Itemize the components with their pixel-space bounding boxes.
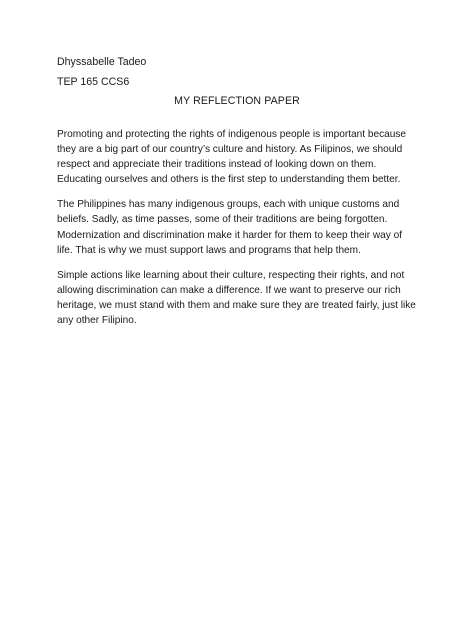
document-body [57,127,419,338]
course-code: TEP 165 CCS6 [57,76,130,88]
document-title: MY REFLECTION PAPER [174,95,300,107]
paragraph-3: Simple actions like learning about their culture, respecting their rights, and not allowing discrimination can make a difference. If we want to preserve our rich heritage, we must stand with them and make sure they are treated fairly, just like any other Filipino. [57,269,416,327]
paragraph-2: The Philippines has many indigenous groups, each with unique customs and beliefs. Sadly, as time passes, some of their traditions are being forgotten. Modernization and discrimination make it harder for them to keep their way of life. That is why we must support laws and programs that help them. [57,199,403,256]
author-name: Dhyssabelle Tadeo [57,56,147,68]
paragraph-1: Promoting and protecting the rights of indigenous people is important because they are a big part of our country’s culture and history. As Filipinos, we should respect and appreciate their traditions instead of looking down on them. Educating ourselves and others is the first step to understanding them better. [57,129,407,186]
